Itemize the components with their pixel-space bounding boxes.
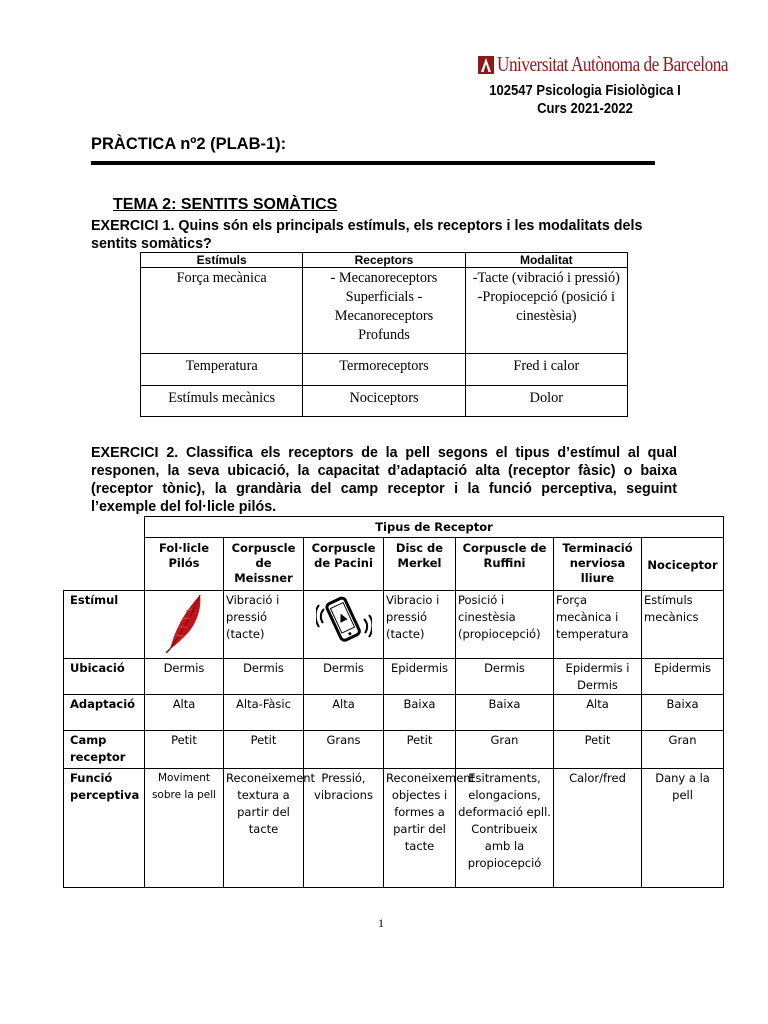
table-cell: Posició i cinestèsia (propiocepció) [456,591,554,659]
empty-corner [64,517,145,538]
table-cell: Vibració i pressió (tacte) [224,591,304,659]
table-cell: Gran [642,731,724,769]
table-row [64,659,724,695]
table-row [141,268,628,354]
table-cell: Baixa [456,695,554,731]
table-cell: Pressió, vibracions [304,769,384,888]
table-cell: Dolor [465,386,627,417]
column-header-row [64,538,724,591]
vibrating-phone-icon [316,591,372,651]
col-header-ruffini: Corpuscle de Ruffini [456,538,554,591]
table-cell: Dermis [224,659,304,695]
table-cell: Dermis [456,659,554,695]
group-header: Tipus de Receptor [145,517,724,538]
table-cell: Baixa [384,695,456,731]
table-cell: Vibracio i pressió (tacte) [384,591,456,659]
feather-icon [160,591,208,653]
table-row [64,731,724,769]
exercise1-question: EXERCICI 1. Quins són els principals estímuls, els receptors i les modalitats dels sentits somàtics? [91,218,643,252]
uab-logo-icon [478,56,494,74]
table-cell: Alta [304,695,384,731]
group-header-row [64,517,724,538]
exercise2-table [63,516,724,888]
table-row [64,591,724,659]
table-cell: Termoreceptors [303,354,465,386]
table-cell: - Mecanoreceptors Superficials -Mecanoreceptors Profunds [303,268,465,354]
row-label: Camp receptor [64,731,145,769]
empty-corner [64,538,145,591]
course-year: Curs 2021-2022 [537,101,633,117]
table-cell: Dermis [304,659,384,695]
table-cell: Estímuls mecànics [141,386,303,417]
university-name: Universitat Autònoma de Barcelona [497,52,728,76]
table-cell: Força mecànica [141,268,303,354]
table-cell: Alta-Fàsic [224,695,304,731]
page-number: 1 [378,916,384,930]
table-cell: Grans [304,731,384,769]
table-cell: Petit [224,731,304,769]
table-row [141,354,628,386]
university-logo [478,52,768,77]
course-code-title: 102547 Psicologia Fisiològica I [489,83,681,99]
table-cell: Estímuls mecànics [642,591,724,659]
table-cell: Reconeixement objectes i formes a partir del tacte [384,769,456,888]
header-receptors: Receptors [303,253,465,268]
table-cell: Epidermis i Dermis [554,659,642,695]
table-cell: Esitraments, elongacions, deformació epll. Contribueix amb la propiocepció [456,769,554,888]
table-cell: -Tacte (vibració i pressió) -Propiocepció (posició i cinestèsia) [465,268,627,354]
table-header-row [141,253,628,268]
table-cell: Dermis [145,659,224,695]
table-cell: Força mecànica i temperatura [554,591,642,659]
col-header-pacini: Corpuscle de Pacini [304,538,384,591]
table-cell: Moviment sobre la pell [145,769,224,888]
col-header-free-nerve: Terminació nerviosa lliure [554,538,642,591]
table-cell: Temperatura [141,354,303,386]
feather-cell [145,591,224,659]
table-cell: Petit [145,731,224,769]
table-row [141,386,628,417]
col-header-merkel: Disc de Merkel [384,538,456,591]
row-label: Funció perceptiva [64,769,145,888]
table-cell: Petit [554,731,642,769]
table-row [64,769,724,888]
header-estimuls: Estímuls [141,253,303,268]
table-cell: Dany a la pell [642,769,724,888]
table-cell: Petit [384,731,456,769]
col-header-nociceptor: Nociceptor [642,538,724,591]
table-cell: Epidermis [642,659,724,695]
row-label: Estímul [64,591,145,659]
col-header-meissner: Corpuscle de Meissner [224,538,304,591]
row-label: Ubicació [64,659,145,695]
row-label: Adaptació [64,695,145,731]
table-cell: Alta [145,695,224,731]
exercise2-question: EXERCICI 2. Classifica els receptors de la pell segons el tipus d’estímul al qual responen, la seva ubicació, la capacitat d’adaptació alta (receptor fàsic) o baixa (receptor tònic), la grandària del camp receptor i la funció perceptiva, seguint l’exemple del fol·licle pilós. [91,445,677,515]
table-cell: Reconeixement textura a partir del tacte [224,769,304,888]
table-cell: Calor/fred [554,769,642,888]
course-info [455,82,716,118]
table-cell: Nociceptors [303,386,465,417]
table-cell: Epidermis [384,659,456,695]
title-divider [91,161,655,165]
tema-title: TEMA 2: SENTITS SOMÀTICS [113,196,338,213]
table-cell: Alta [554,695,642,731]
header-modalitat: Modalitat [465,253,627,268]
phone-cell [304,591,384,659]
practica-title: PRÀCTICA nº2 (PLAB-1): [91,135,287,153]
col-header-foliicle: Fol·licle Pilós [145,538,224,591]
table-cell: Fred i calor [465,354,627,386]
table-cell: Baixa [642,695,724,731]
exercise1-table [140,252,628,417]
table-cell: Gran [456,731,554,769]
table-row [64,695,724,731]
